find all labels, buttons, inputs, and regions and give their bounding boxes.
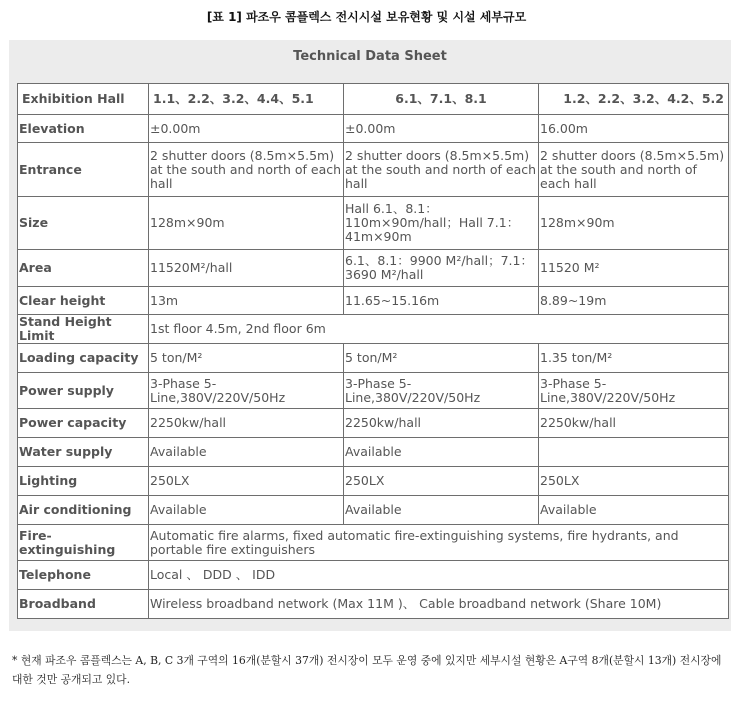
cell: Available: [344, 438, 539, 467]
row-label-broadband: Broadband: [18, 590, 149, 619]
row-label-water-supply: Water supply: [18, 438, 149, 467]
row-label-power-capacity: Power capacity: [18, 409, 149, 438]
row-label-fire-extinguishing: Fire-extinguishing: [18, 525, 149, 561]
table-row: [18, 409, 729, 438]
cell: Available: [539, 496, 729, 525]
cell: 13m: [149, 287, 344, 315]
table-row: [18, 287, 729, 315]
cell: Available: [149, 438, 344, 467]
cell: 8.89~19m: [539, 287, 729, 315]
table-row: [18, 373, 729, 409]
table-header-row: [18, 84, 729, 115]
table-row: [18, 250, 729, 287]
row-label-size: Size: [18, 197, 149, 250]
cell: 1.35 ton/M²: [539, 344, 729, 373]
table-row: [18, 315, 729, 344]
cell: 2250kw/hall: [149, 409, 344, 438]
table-row: [18, 561, 729, 590]
row-label-entrance: Entrance: [18, 143, 149, 197]
table-caption: [표 1] 파조우 콤플렉스 전시시설 보유현황 및 시설 세부규모: [206, 10, 527, 24]
cell: 2250kw/hall: [539, 409, 729, 438]
cell: 16.00m: [539, 115, 729, 143]
cell: 2 shutter doors (8.5m×5.5m) at the south and north of each hall: [539, 143, 729, 197]
sheet-title: Technical Data Sheet: [293, 49, 447, 64]
cell: 2 shutter doors (8.5m×5.5m) at the south and north of each hall: [344, 143, 539, 197]
cell: 1st floor 4.5m, 2nd floor 6m: [149, 315, 729, 344]
cell: 250LX: [149, 467, 344, 496]
cell: Hall 6.1、8.1：110m×90m/hall；Hall 7.1：41m×90m: [344, 197, 539, 250]
cell: Automatic fire alarms, fixed automatic fire-extinguishing systems, fire hydrants, and portable fire extinguishers: [149, 525, 729, 561]
cell: 3-Phase 5-Line,380V/220V/50Hz: [539, 373, 729, 409]
header-hall-group-2: 6.1、7.1、8.1: [344, 84, 539, 115]
cell: Available: [149, 496, 344, 525]
cell: 5 ton/M²: [149, 344, 344, 373]
technical-data-sheet: [9, 40, 731, 631]
cell: 2250kw/hall: [344, 409, 539, 438]
cell: Wireless broadband network (Max 11M )、 Cable broadband network (Share 10M): [149, 590, 729, 619]
row-label-stand-height: Stand Height Limit: [18, 315, 149, 344]
cell: 5 ton/M²: [344, 344, 539, 373]
table-row: [18, 496, 729, 525]
row-label-air-conditioning: Air conditioning: [18, 496, 149, 525]
table-row: [18, 344, 729, 373]
table-row: [18, 525, 729, 561]
row-label-telephone: Telephone: [18, 561, 149, 590]
cell: 128m×90m: [539, 197, 729, 250]
table-row: [18, 197, 729, 250]
table-row: [18, 467, 729, 496]
cell: 250LX: [539, 467, 729, 496]
cell: 3-Phase 5-Line,380V/220V/50Hz: [149, 373, 344, 409]
header-label: Exhibition Hall: [18, 84, 149, 115]
table-row: [18, 143, 729, 197]
cell: [539, 438, 729, 467]
row-label-area: Area: [18, 250, 149, 287]
cell: ±0.00m: [149, 115, 344, 143]
cell: 2 shutter doors (8.5m×5.5m) at the south and north of each hall: [149, 143, 344, 197]
table-row: [18, 115, 729, 143]
cell: 6.1、8.1：9900 M²/hall；7.1：3690 M²/hall: [344, 250, 539, 287]
cell: 11520M²/hall: [149, 250, 344, 287]
cell: 3-Phase 5-Line,380V/220V/50Hz: [344, 373, 539, 409]
table-row: [18, 438, 729, 467]
cell: 250LX: [344, 467, 539, 496]
header-hall-group-3: 1.2、2.2、3.2、4.2、5.2: [539, 84, 729, 115]
cell: 11520 M²: [539, 250, 729, 287]
row-label-clear-height: Clear height: [18, 287, 149, 315]
row-label-power-supply: Power supply: [18, 373, 149, 409]
table-row: [18, 590, 729, 619]
header-hall-group-1: 1.1、2.2、3.2、4.4、5.1: [149, 84, 344, 115]
data-table: [17, 83, 729, 619]
footnote: * 현재 파조우 콤플렉스는 A, B, C 3개 구역의 16개(분할시 37개) 전시장이 모두 운영 중에 있지만 세부시설 현황은 A구역 8개(분할시 13개) 전시장에 대한 것만 공개되고 있다.: [12, 654, 722, 686]
cell: 11.65~15.16m: [344, 287, 539, 315]
cell: Local 、 DDD 、 IDD: [149, 561, 729, 590]
cell: ±0.00m: [344, 115, 539, 143]
cell: Available: [344, 496, 539, 525]
cell: 128m×90m: [149, 197, 344, 250]
row-label-loading: Loading capacity: [18, 344, 149, 373]
row-label-lighting: Lighting: [18, 467, 149, 496]
row-label-elevation: Elevation: [18, 115, 149, 143]
